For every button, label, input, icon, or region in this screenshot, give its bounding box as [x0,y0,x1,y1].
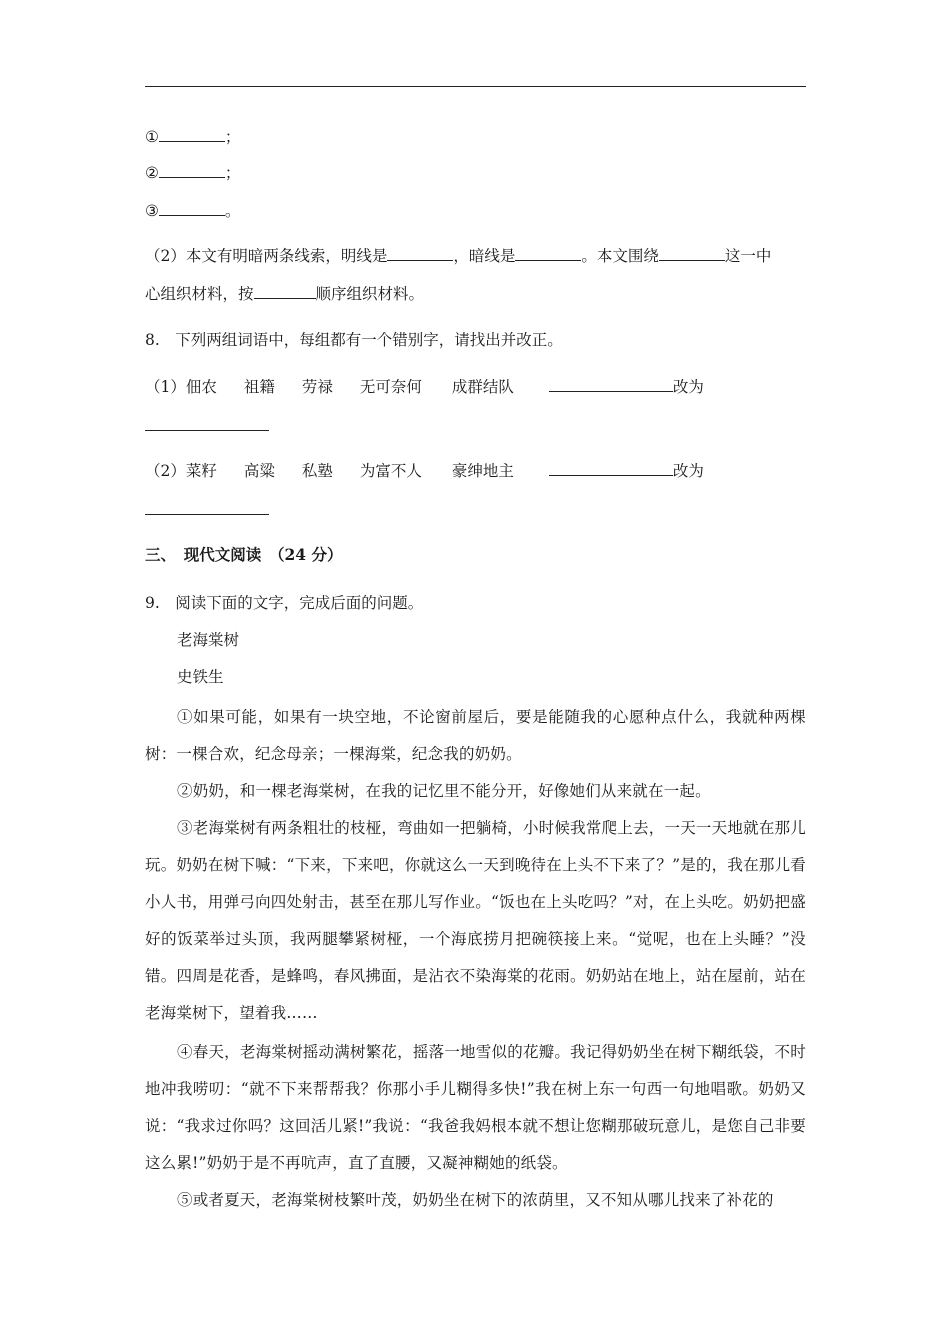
word: 豪绅地主 [451,462,514,480]
q7-item-2: ② ； [145,161,240,184]
answer-blank[interactable] [549,375,673,392]
article-paragraph-3: ③老海棠树有两条粗壮的枝桠，弯曲如一把躺椅，小时候我常爬上去，一天一天地就在那儿玩。奶奶在树下喊：“下来，下来吧，你就这么一天到晚待在上头不下来了？”是的，我在那儿看小人书，用弹弓向四处射击，甚至在那儿写作业。“饭也在上头吃吗？”对，在上头吃。奶奶把盛好的饭菜举过头顶，我两腿攀紧树桠，一个海底捞月把碗筷接上来。“觉呢，也在上头睡？”没错。四周是花香，是蜂鸣，春风拂面，是沾衣不染海棠的花雨。奶奶站在地上，站在屋前，站在老海棠树下，望着我…… [145,819,806,1022]
word: 高粱 [243,462,275,480]
q7-part-2-line-2: 心组织材料，按 顺序组织材料。 [145,282,424,305]
word: 祖籍 [243,378,275,396]
word: 无可奈何 [359,378,422,396]
answer-blank[interactable] [659,244,725,261]
q7-item-1: ① ； [145,125,240,148]
word: 佃农 [185,378,217,396]
article-paragraph-2: ②奶奶，和一棵老海棠树，在我的记忆里不能分开，好像她们从来就在一起。 [177,782,711,800]
article-title: 老海棠树 [177,631,240,649]
item-number: ③ [145,202,159,220]
answer-blank[interactable] [159,125,225,142]
answer-blank[interactable] [549,459,673,476]
q7-item-3: ③ 。 [145,199,240,222]
article-paragraph-4: ④春天，老海棠树摇动满树繁花，摇落一地雪似的花瓣。我记得奶奶坐在树下糊纸袋，不时地冲我唠叨：“就不下来帮帮我？你那小手儿糊得多快!”我在树上东一句西一句地唱歌。奶奶又说：“我求过你吗？这回活儿紧!”我说：“我爸我妈根本就不想让您糊那破玩意儿，是您自己非要这么累!”奶奶于是不再吭声，直了直腰，又凝神糊她的纸袋。 [145,1043,806,1172]
word: 私塾 [301,462,333,480]
word: 成群结队 [451,378,514,396]
q8-group-1-correction [145,414,269,437]
answer-blank[interactable] [515,244,581,261]
answer-blank[interactable] [159,199,225,216]
answer-blank[interactable] [254,282,316,299]
word: 菜籽 [185,462,217,480]
answer-blank[interactable] [159,161,225,178]
answer-blank[interactable] [145,414,269,431]
article-paragraph-1: ①如果可能，如果有一块空地，不论窗前屋后，要是能随我的心愿种点什么，我就种两棵树：一棵合欢，纪念母亲；一棵海棠，纪念我的奶奶。 [145,708,806,763]
article-author: 史铁生 [177,668,224,686]
q8-group-1: （1）佃农 祖籍 劳禄 无可奈何 成群结队 改为 [145,375,704,398]
q8-group-2: （2）菜籽 高粱 私塾 为富不人 豪绅地主 改为 [145,459,704,482]
q9-prompt: 9. 阅读下面的文字，完成后面的问题。 [145,594,424,612]
section-heading: 三、 现代文阅读 （24 分） [145,545,343,564]
header-rule [145,86,806,87]
article-paragraph-5: ⑤或者夏天，老海棠树枝繁叶茂，奶奶坐在树下的浓荫里，又不知从哪儿找来了补花的 [177,1191,774,1209]
word: 劳禄 [301,378,333,396]
answer-blank[interactable] [387,244,453,261]
q8-group-2-correction [145,498,269,521]
word: 为富不人 [359,462,422,480]
answer-blank[interactable] [145,498,269,515]
item-number: ① [145,128,159,146]
q8-prompt: 8. 下列两组词语中，每组都有一个错别字，请找出并改正。 [145,331,563,349]
item-number: ② [145,164,159,182]
q7-part-2-line-1: （2）本文有明暗两条线索，明线是 ，暗线是 。本文围绕 这一中 [145,244,771,267]
